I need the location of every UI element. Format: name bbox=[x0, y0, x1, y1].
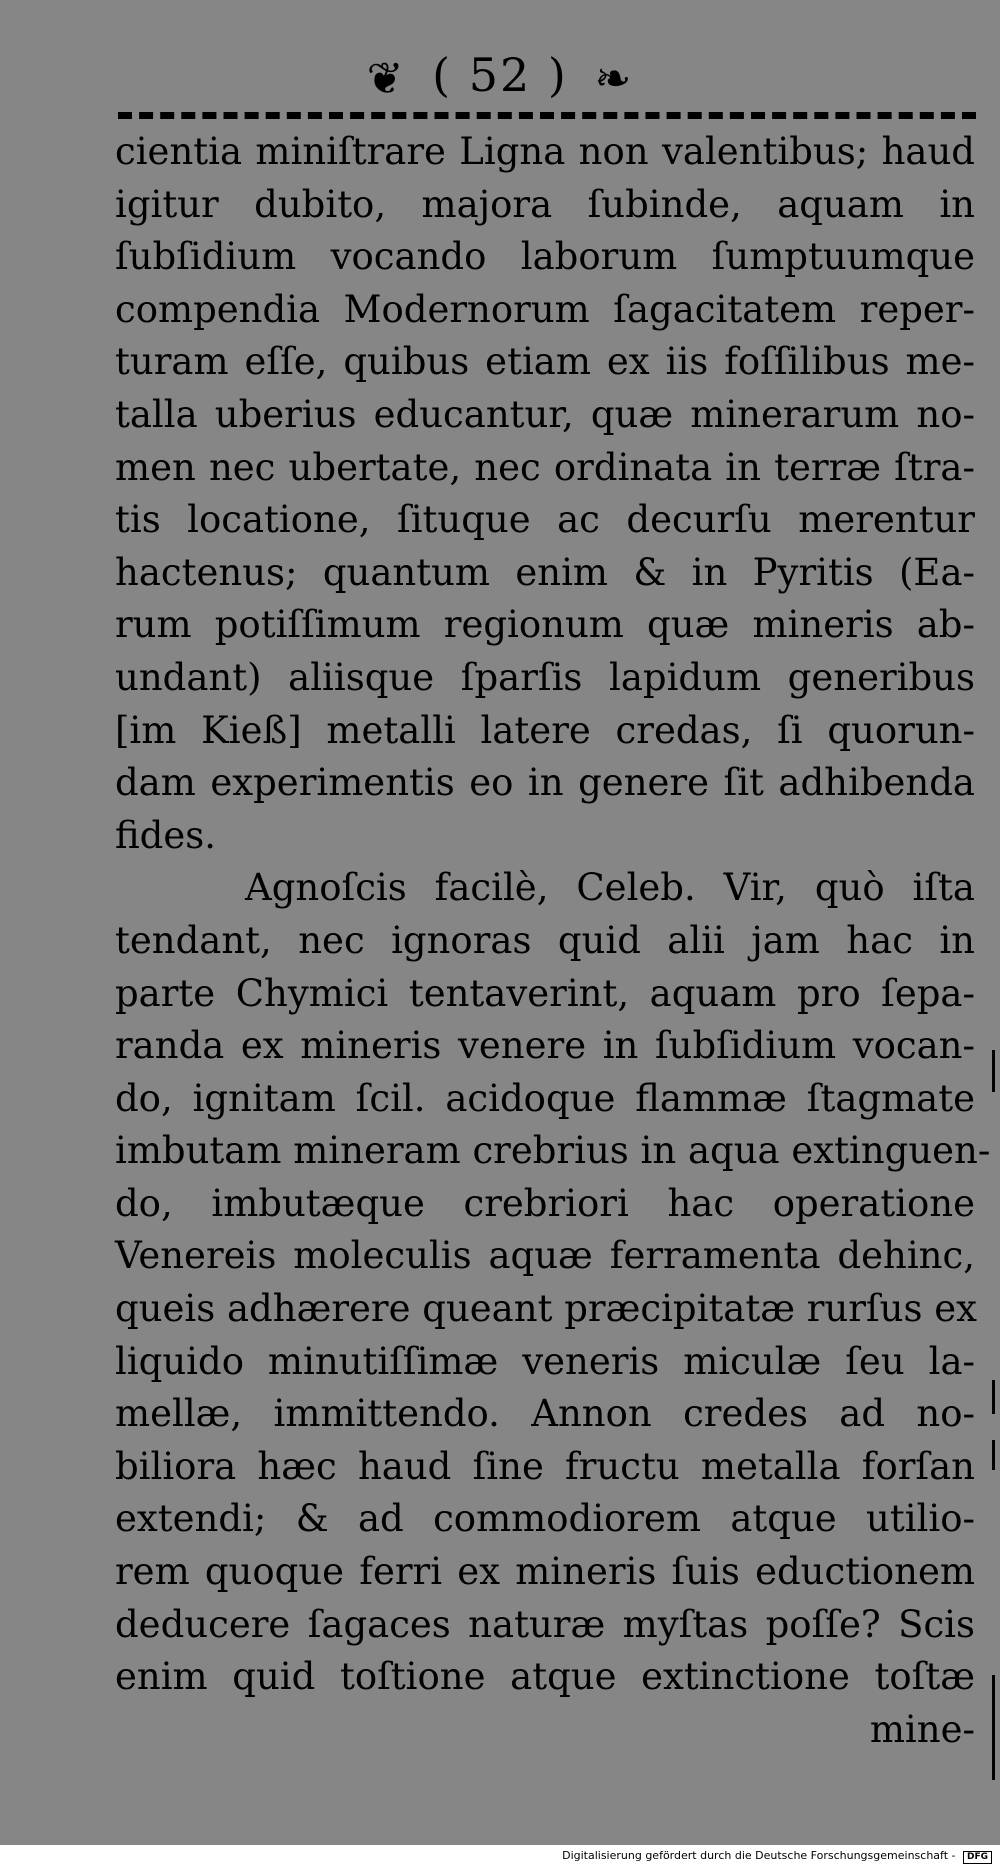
text-line: hactenus; quantum enim & in Pyritis (Ea- bbox=[115, 550, 975, 594]
margin-mark bbox=[992, 1050, 995, 1092]
ornament-right-icon: ❧ bbox=[594, 53, 634, 105]
text-line: extendi; & ad commodiorem atque utilio- bbox=[115, 1497, 975, 1541]
margin-mark bbox=[992, 1675, 995, 1780]
text-line: imbutam mineram crebrius in aqua extinguen- bbox=[115, 1129, 991, 1173]
text-line: Agnoſcis facilè, Celeb. Vir, quò iſta bbox=[245, 866, 975, 910]
text-line: do, imbutæque crebriori hac operatione bbox=[115, 1181, 975, 1225]
text-line: tis locatione, ſituque ac decurſu merentur bbox=[115, 498, 975, 542]
page-header bbox=[0, 48, 1000, 105]
text-line: men nec ubertate, nec ordinata in terræ ſtra- bbox=[115, 445, 975, 489]
text-line: dam experimentis eo in genere ſit adhibenda bbox=[115, 761, 975, 805]
text-line: ſubſidium vocando laborum ſumptuumque bbox=[115, 235, 975, 279]
ornament-left-icon: ❦ bbox=[366, 53, 406, 105]
text-line: undant) aliisque ſparſis lapidum generibus bbox=[115, 655, 975, 699]
text-line: tendant, nec ignoras quid alii jam hac in bbox=[115, 918, 975, 962]
text-line: biliora hæc haud ſine fructu metalla forſan bbox=[115, 1444, 975, 1488]
margin-mark bbox=[992, 1380, 995, 1414]
margin-mark bbox=[992, 1440, 995, 1470]
text-line: igitur dubito, majora ſubinde, aquam in bbox=[115, 182, 975, 226]
digitization-footer bbox=[0, 1849, 1000, 1867]
text-line: turam eſſe, quibus etiam ex iis foſſilibus me- bbox=[115, 340, 975, 384]
text-line: cientia miniſtrare Ligna non valentibus; haud bbox=[115, 130, 975, 173]
text-line: compendia Modernorum ſagacitatem reper- bbox=[115, 287, 975, 331]
catchword: mine- bbox=[869, 1707, 975, 1751]
body-text bbox=[115, 126, 991, 1756]
text-line: randa ex mineris venere in ſubſidium vocan- bbox=[115, 1024, 975, 1068]
dfg-logo: DFG bbox=[963, 1851, 992, 1864]
text-line: parte Chymici tentaverint, aquam pro ſepa- bbox=[115, 971, 975, 1015]
text-line: Venereis moleculis aquæ ferramenta dehinc, bbox=[115, 1234, 975, 1278]
text-line: do, ignitam ſcil. acidoque flammæ ſtagmate bbox=[115, 1076, 975, 1120]
text-line: enim quid toſtione atque extinctione toſtæ bbox=[115, 1655, 975, 1699]
text-line: queis adhærere queant præcipitatæ rurſus ex bbox=[115, 1287, 978, 1331]
text-line: liquido minutiſſimæ veneris miculæ ſeu la- bbox=[115, 1339, 975, 1383]
footer-credit: Digitalisierung gefördert durch die Deutsche Forschungsgemeinschaft - bbox=[562, 1849, 956, 1862]
page-number: ( 52 ) bbox=[432, 48, 568, 102]
text-line: talla uberius educantur, quæ minerarum no- bbox=[115, 392, 975, 436]
text-line: deducere ſagaces naturæ myſtas poſſe? Scis bbox=[115, 1602, 975, 1646]
header-rule bbox=[118, 112, 976, 119]
text-line: rem quoque ferri ex mineris ſuis eductionem bbox=[115, 1550, 975, 1594]
text-line: [im Kieß] metalli latere credas, ſi quorun- bbox=[115, 708, 975, 752]
text-line: mellæ, immittendo. Annon credes ad no- bbox=[115, 1392, 975, 1436]
text-line: fides. bbox=[115, 813, 217, 857]
text-line: rum potiſſimum regionum quæ mineris ab- bbox=[115, 603, 975, 647]
